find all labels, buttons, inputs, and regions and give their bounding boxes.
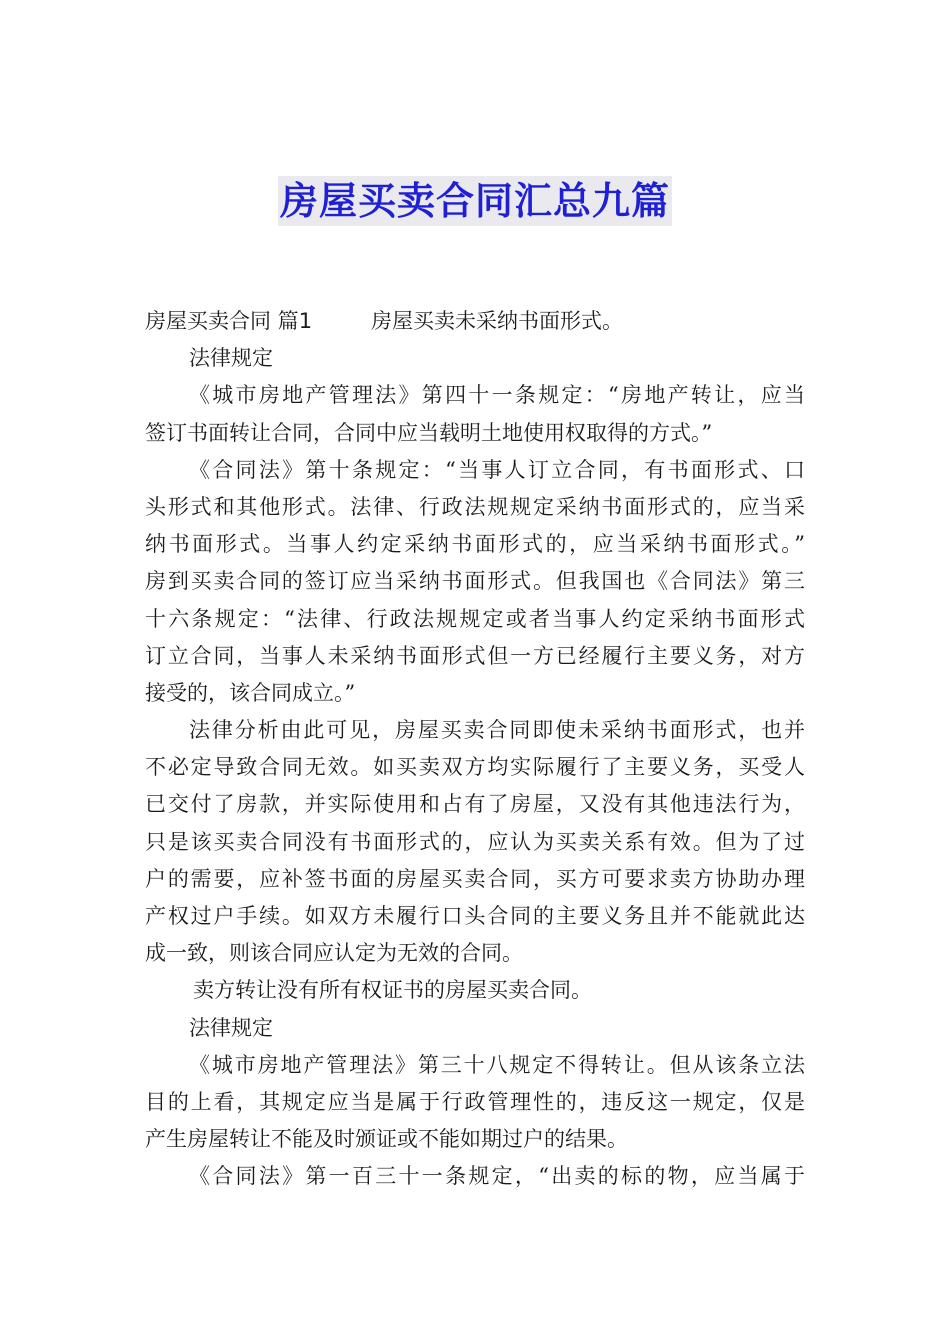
paragraph-line: 目的上看，其规定应当是属于行政管理性的，违反这一规定，仅是 <box>145 1089 805 1114</box>
paragraph-line: 卖方转让没有所有权证书的房屋买卖合同。 <box>193 978 592 1003</box>
paragraph-line: 十六条规定：“法律、行政法规规定或者当事人约定采纳书面形式 <box>145 606 805 631</box>
section-label <box>145 303 371 340</box>
paragraph-line: 接受的，该合同成立。” <box>145 680 356 705</box>
section-heading: 房屋买卖未采纳书面形式。 <box>371 309 623 333</box>
section-label-text: 房屋买卖合同 篇 <box>145 309 299 333</box>
paragraph-line: 不必定导致合同无效。如买卖双方均实际履行了主要义务，买受人 <box>145 755 805 780</box>
paragraph-line: 法律分析由此可见，房屋买卖合同即使未采纳书面形式，也并 <box>189 718 805 743</box>
paragraph-line: 产权过户手续。如双方未履行口头合同的主要义务且并不能就此达 <box>145 904 805 928</box>
paragraph-line: 只是该买卖合同没有书面形式的，应认为买卖关系有效。但为了过 <box>145 829 805 854</box>
title-text: 房屋买卖合同汇总九篇 <box>278 176 672 226</box>
paragraph-line: 户的需要，应补签书面的房屋买卖合同，买方可要求卖方协助办理 <box>145 866 805 891</box>
paragraph-line: 已交付了房款，并实际使用和占有了房屋，又没有其他违法行为， <box>145 792 805 817</box>
paragraph-line: 法律规定 <box>189 346 273 371</box>
paragraph-line: 纳书面形式。当事人约定采纳书面形式的，应当采纳书面形式。” <box>145 532 805 557</box>
paragraph-line: 《城市房地产管理法》第四十一条规定：“房地产转让，应当 <box>189 383 805 408</box>
paragraph-line: 《城市房地产管理法》第三十八规定不得转让。但从该条立法 <box>189 1052 805 1077</box>
document-title <box>0 176 950 226</box>
section-number: 1 <box>298 309 313 333</box>
paragraph-line: 《合同法》第十条规定：“当事人订立合同，有书面形式、口 <box>189 457 805 482</box>
paragraph-line: 头形式和其他形式。法律、行政法规规定采纳书面形式的，应当采 <box>145 494 805 519</box>
paragraph-line: 法律规定 <box>189 1015 273 1040</box>
document-body <box>145 303 805 1196</box>
paragraph-line: 成一致，则该合同应认定为无效的合同。 <box>145 941 523 966</box>
paragraph-line: 房到买卖合同的签订应当采纳书面形式。但我国也《合同法》第三 <box>145 569 805 594</box>
paragraph-line: 《合同法》第一百三十一条规定，“出卖的标的物，应当属于 <box>189 1164 805 1189</box>
section-header <box>145 303 805 340</box>
paragraph-line: 签订书面转让合同，合同中应当载明土地使用权取得的方式。” <box>145 420 713 445</box>
paragraph-line: 订立合同，当事人未采纳书面形式但一方已经履行主要义务，对方 <box>145 643 805 668</box>
paragraph-line: 产生房屋转让不能及时颁证或不能如期过户的结果。 <box>145 1127 628 1152</box>
